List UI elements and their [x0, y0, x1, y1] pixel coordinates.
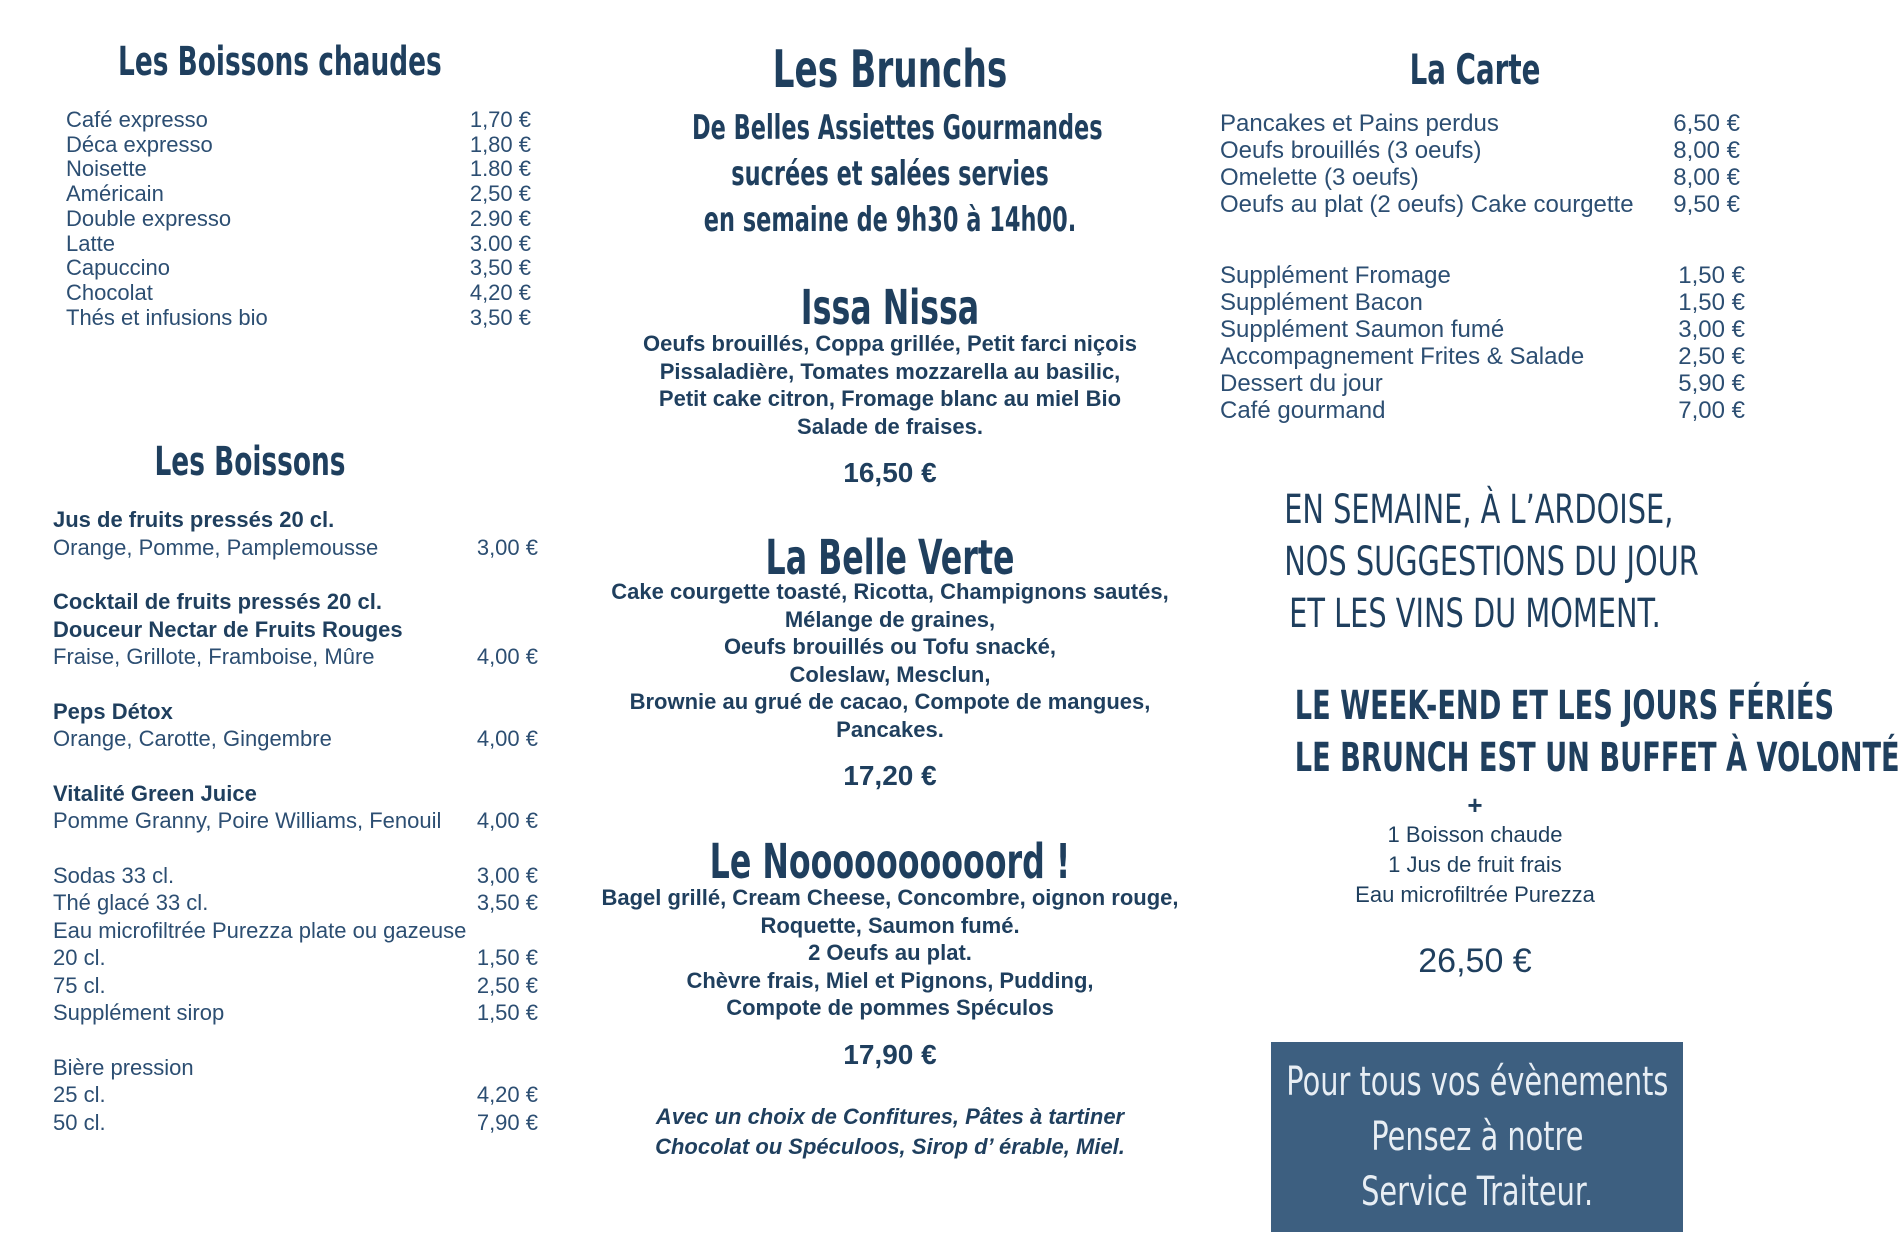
nord-line-4: Chèvre frais, Miel et Pignons, Pudding,: [686, 967, 1094, 993]
traiteur-line-2: Pensez à notre: [1370, 1113, 1584, 1160]
hot-drink-row: [66, 207, 531, 232]
extra-row-price: 2,50 €: [1678, 343, 1745, 370]
hot-drink-row-price: 1.80 €: [469, 156, 531, 182]
cocktail-price: 4,00 €: [476, 644, 538, 669]
extra-row: [1220, 289, 1745, 316]
carte-row-price: 9,50 €: [1673, 191, 1740, 218]
eau-20-price: 1,50 €: [476, 945, 538, 970]
biere-label: Bière pression: [53, 1054, 194, 1080]
eau-20-label: 20 cl.: [53, 945, 106, 970]
the-glace-label: Thé glacé 33 cl.: [53, 890, 209, 915]
extra-row-price: 1,50 €: [1678, 289, 1745, 316]
footer-line-2: Chocolat ou Spéculoos, Sirop d’ érable, Miel.: [655, 1134, 1125, 1159]
nord-line-5: Compote de pommes Spéculos: [726, 995, 1054, 1020]
nord-price: 17,90 €: [843, 1038, 937, 1070]
carte-list: [1220, 110, 1740, 218]
nord-line-2: Roquette, Saumon fumé.: [760, 912, 1020, 938]
footer-line-1: Avec un choix de Confitures, Pâtes à tartiner: [655, 1104, 1125, 1129]
extra-row-price: 3,00 €: [1678, 316, 1745, 343]
hot-drink-row-name: Déca expresso: [66, 131, 213, 157]
cocktail-subtitle: Douceur Nectar de Fruits Rouges: [53, 616, 403, 642]
hot-drink-row-name: Double expresso: [66, 205, 232, 231]
issa-line-2: Pissaladière, Tomates mozzarella au basilic,: [659, 358, 1121, 384]
extra-row: [1220, 343, 1745, 370]
hot-drink-row-price: 3.00 €: [469, 230, 531, 256]
extra-row-name: Accompagnement Frites & Salade: [1220, 343, 1585, 370]
traiteur-line-1: Pour tous vos évènements: [1285, 1058, 1669, 1105]
sodas-label: Sodas 33 cl.: [53, 862, 175, 888]
brunchs-sub2: sucrées et salées servies: [731, 154, 1049, 194]
carte-row-name: Omelette (3 oeufs): [1220, 164, 1419, 191]
extra-row-name: Supplément Saumon fumé: [1220, 316, 1505, 343]
extra-row-price: 5,90 €: [1678, 370, 1745, 397]
include-3: Eau microfiltrée Purezza: [1355, 881, 1595, 907]
brunchs-title: Les Brunchs: [772, 40, 1008, 100]
extra-row: [1220, 262, 1745, 289]
include-2: 1 Jus de fruit frais: [1388, 851, 1562, 877]
include-1: 1 Boisson chaude: [1387, 821, 1563, 847]
peps-desc: Orange, Carotte, Gingembre: [53, 726, 332, 751]
carte-row-name: Oeufs brouillés (3 oeufs): [1220, 137, 1482, 164]
carte-row: [1220, 137, 1740, 164]
green-price: 4,00 €: [476, 808, 538, 833]
verte-line-6: Pancakes.: [836, 716, 944, 742]
traiteur-line-3: Service Traiteur.: [1360, 1168, 1594, 1215]
hot-drink-row-name: Chocolat: [66, 279, 153, 305]
drinks-list: [53, 506, 538, 1163]
hot-drink-row-name: Thés et infusions bio: [66, 304, 268, 330]
hot-drink-row-name: Latte: [66, 230, 115, 256]
carte-row: [1220, 164, 1740, 191]
hot-drink-row-name: Noisette: [66, 156, 147, 182]
hot-drink-row: [66, 306, 531, 331]
sirop-label: Supplément sirop: [53, 1000, 225, 1025]
carte-row: [1220, 110, 1740, 137]
juice-title: Jus de fruits pressés 20 cl.: [53, 507, 335, 532]
verte-line-3: Oeufs brouillés ou Tofu snacké,: [723, 634, 1057, 659]
hot-drink-row-name: Américain: [66, 181, 164, 207]
hot-drink-row-price: 3,50 €: [469, 304, 531, 330]
biere-50-label: 50 cl.: [53, 1109, 106, 1135]
ardoise-line-2: NOS SUGGESTIONS DU JOUR: [1284, 539, 1699, 585]
carte-row: [1220, 191, 1740, 218]
the-glace-price: 3,50 €: [476, 890, 538, 915]
verte-title: La Belle Verte: [765, 530, 1015, 586]
nord-line-1: Bagel grillé, Cream Cheese, Concombre, oignon rouge,: [601, 885, 1179, 910]
hot-drink-row: [66, 133, 531, 158]
issa-line-3: Petit cake citron, Fromage blanc au miel Bio: [658, 386, 1122, 411]
sirop-price: 1,50 €: [476, 1000, 538, 1025]
carte-row-name: Pancakes et Pains perdus: [1220, 110, 1499, 137]
extra-row-name: Supplément Fromage: [1220, 262, 1451, 289]
green-desc: Pomme Granny, Poire Williams, Fenouil: [53, 808, 442, 833]
verte-price: 17,20 €: [843, 760, 937, 791]
ardoise-line-3: ET LES VINS DU MOMENT.: [1289, 591, 1661, 637]
carte-row-price: 8,00 €: [1673, 137, 1740, 164]
hot-drink-row-price: 1,70 €: [469, 107, 531, 132]
biere-25-price: 4,20 €: [476, 1082, 538, 1107]
buffet-price: 26,50 €: [1418, 942, 1532, 980]
green-title: Vitalité Green Juice: [53, 780, 257, 806]
extra-row-name: Dessert du jour: [1220, 370, 1383, 397]
ardoise-line-1: EN SEMAINE, À L’ARDOISE,: [1284, 487, 1674, 533]
extra-row: [1220, 397, 1745, 424]
carte-row-price: 6,50 €: [1673, 110, 1740, 137]
weekend-line-2: LE BRUNCH EST UN BUFFET À VOLONTÉ: [1294, 735, 1900, 781]
hot-drink-row-price: 1,80 €: [469, 131, 531, 157]
peps-price: 4,00 €: [476, 726, 538, 751]
eau-75-label: 75 cl.: [53, 972, 106, 998]
hot-drink-row-price: 4,20 €: [469, 279, 531, 305]
biere-25-label: 25 cl.: [53, 1082, 106, 1107]
nord-line-3: 2 Oeufs au plat.: [808, 940, 972, 965]
issa-price: 16,50 €: [843, 457, 937, 488]
carte-title: La Carte: [1409, 45, 1541, 94]
carte-row-price: 8,00 €: [1673, 164, 1740, 191]
verte-line-5: Brownie au grué de cacao, Compote de mangues,: [629, 689, 1151, 714]
biere-50-price: 7,90 €: [476, 1109, 538, 1135]
nord-title: Le Noooooooooord !: [709, 834, 1071, 890]
hot-drink-row: [66, 256, 531, 281]
hot-drink-row-name: Café expresso: [66, 107, 208, 132]
peps-title: Peps Détox: [53, 698, 173, 724]
juice-desc: Orange, Pomme, Pamplemousse: [53, 534, 379, 560]
extra-row-price: 7,00 €: [1678, 397, 1745, 424]
extra-row-price: 1,50 €: [1678, 262, 1745, 289]
verte-line-4: Coleslaw, Mesclun,: [789, 661, 991, 687]
eau-label: Eau microfiltrée Purezza plate ou gazeuse: [53, 917, 467, 943]
hot-drink-row: [66, 182, 531, 207]
hot-drink-row-name: Capuccino: [66, 255, 170, 281]
hot-drink-row: [66, 108, 531, 133]
brunchs-sub1: De Belles Assiettes Gourmandes: [692, 108, 1103, 148]
issa-line-1: Oeufs brouillés, Coppa grillée, Petit farci niçois: [643, 331, 1137, 356]
hot-drinks-list: [66, 108, 531, 330]
hot-drink-row: [66, 157, 531, 182]
eau-75-price: 2,50 €: [476, 972, 538, 998]
cocktail-title: Cocktail de fruits pressés 20 cl.: [53, 589, 382, 614]
traiteur-box: [1271, 1042, 1683, 1232]
issa-title: Issa Nissa: [800, 280, 980, 336]
brunchs-sub3: en semaine de 9h30 à 14h00.: [703, 200, 1077, 240]
juice-price: 3,00 €: [476, 534, 538, 560]
extra-row-name: Café gourmand: [1220, 397, 1386, 424]
extra-row-name: Supplément Bacon: [1220, 289, 1423, 316]
extras-list: [1220, 262, 1745, 424]
hot-drink-row-price: 3,50 €: [469, 255, 531, 281]
plus-sign: +: [1467, 790, 1483, 820]
hot-drink-row-price: 2,50 €: [469, 181, 531, 207]
carte-row-name: Oeufs au plat (2 oeufs) Cake courgette: [1220, 191, 1634, 218]
hot-drink-row-price: 2.90 €: [469, 205, 531, 231]
hot-drinks-title: Les Boissons chaudes: [118, 39, 442, 85]
verte-line-1: Cake courgette toasté, Ricotta, Champignons sautés,: [611, 579, 1169, 604]
hot-drink-row: [66, 232, 531, 257]
extra-row: [1220, 370, 1745, 397]
verte-line-2: Mélange de graines,: [784, 606, 996, 632]
sodas-price: 3,00 €: [476, 862, 538, 888]
extra-row: [1220, 316, 1745, 343]
drinks-title: Les Boissons: [154, 439, 346, 485]
weekend-line-1: LE WEEK-END ET LES JOURS FÉRIÉS: [1294, 683, 1835, 729]
hot-drink-row: [66, 281, 531, 306]
issa-line-4: Salade de fraises.: [797, 413, 983, 439]
cocktail-desc: Fraise, Grillote, Framboise, Mûre: [53, 644, 375, 669]
